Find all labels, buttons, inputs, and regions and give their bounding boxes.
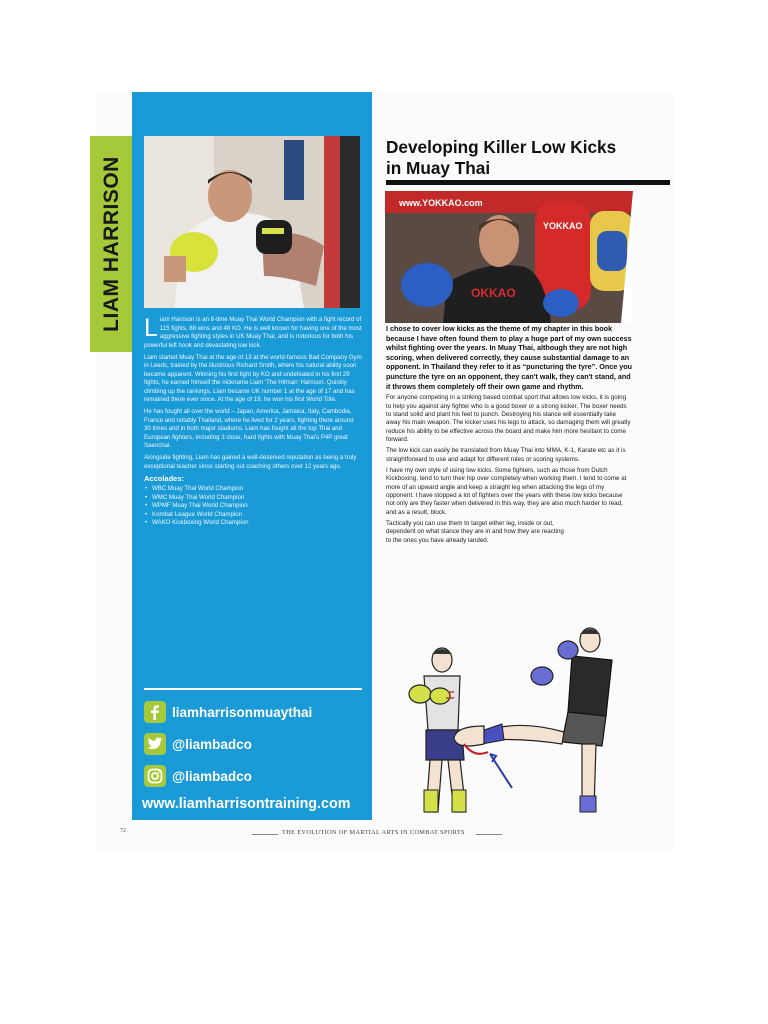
lead-paragraph: I chose to cover low kicks as the theme of my chapter in this book because I have often found them to play a huge part of my own success whilst fighting over the years. In Muay Thai, although they are not high scoring, when delivered correctly, they cause substantial damage to an opponent. In Thailand they refer to it as “puncturing the tyre”. Once you puncture the tyre on an opponent, they can't walk, they can't stand, and it throws them completely off their own game and rhythm. bbox=[386, 324, 632, 391]
facebook-link[interactable] bbox=[144, 700, 312, 724]
bio-paragraph bbox=[144, 316, 362, 350]
article-title bbox=[386, 137, 616, 179]
facebook-handle: liamharrisonmuaythai bbox=[172, 704, 313, 720]
accolade-item: • WBC Muay Thai World Champion bbox=[144, 485, 362, 494]
twitter-icon bbox=[144, 733, 166, 755]
bio-paragraph: Alongside fighting, Liam has gained a well-deserved reputation as being a truly exceptional teacher since starting out coaching others over 12 years ago. bbox=[144, 454, 357, 470]
accolade-item: • WAKO Kickboxing World Champion bbox=[144, 519, 362, 528]
footer-rule-right bbox=[476, 834, 502, 835]
body-paragraph: Tactically you can use them to target either leg, inside or out, dependent on what stance they are in and how they are reacting to the ones you have already landed. bbox=[386, 519, 564, 544]
bio-column bbox=[132, 92, 372, 820]
bio-paragraph: Liam started Muay Thai at the age of 13 at the world-famous Bad Company Gym in Leeds, trained by the illustrious Richard Smith, where his natural ability soon became apparent. Winning his first fight by KO and undefeated in his first 29 fights, he earned himself the nickname Liam 'The Hitman' Harrison. Quickly climbing up the rankings, Liam became UK number 1 at the age of 17 and has remained there ever since. At the age of 19, he won his first World Title. bbox=[144, 353, 362, 403]
bio-paragraph: He has fought all over the world – Japan, America, Jamaica, Italy, Cambodia, France and notably Thailand, where he lived for 2 years, fighting there around 30 times and in both major stadiums. Liam has fought all the top Thai and European fighters, including 3 close, hard fights with Muay Thai's P4P great Saenchai. bbox=[144, 408, 354, 449]
article-title-line: Developing Killer Low Kicks bbox=[386, 137, 617, 157]
footer-rule-left bbox=[252, 834, 278, 835]
accolade-item: • WMC Muay Thai World Champion bbox=[144, 494, 362, 503]
article-title-line: in Muay Thai bbox=[386, 158, 491, 178]
bio-text bbox=[144, 316, 362, 528]
accolades-heading: Accolades: bbox=[144, 473, 185, 483]
website-link[interactable]: www.liamharrisontraining.com bbox=[142, 796, 351, 812]
photo-banner-text: www.YOKKAO.com bbox=[399, 198, 483, 208]
bio-photo bbox=[144, 136, 360, 308]
low-kick-illustration bbox=[392, 620, 634, 826]
side-name-tab bbox=[90, 136, 134, 352]
twitter-link[interactable] bbox=[144, 732, 252, 756]
main-photo bbox=[385, 191, 633, 323]
instagram-link[interactable] bbox=[144, 764, 252, 788]
body-paragraph: The low kick can easily be translated from Muay Thai into MMA, K-1, Karate etc as it is straightforward to use and adapt for different rules or scoring systems. bbox=[386, 447, 626, 463]
instagram-icon bbox=[144, 765, 166, 787]
social-divider bbox=[144, 688, 362, 690]
accolades-list bbox=[144, 485, 362, 528]
title-rule bbox=[386, 180, 670, 185]
page-number: 72 bbox=[120, 828, 126, 834]
drop-cap: L bbox=[144, 314, 158, 342]
facebook-icon bbox=[144, 701, 166, 723]
accolade-item: • WPMF Muay Thai World Champion bbox=[144, 502, 362, 511]
instagram-handle: @liambadco bbox=[172, 768, 252, 784]
body-paragraph: For anyone competing in a striking based combat sport that allows low kicks, it is going to help you against any fighter who is a good boxer or a strong kicker. The boxer needs to stand solid and plant his feet to punch. Destroying his stance will essentially take away his main weapon. The kicker uses his legs to attack, so damaging them will greatly reduce his ability to be effective across the board and make him more hesitant to come forward. bbox=[386, 394, 631, 443]
article-body bbox=[386, 324, 632, 548]
side-name-text: LIAM HARRISON bbox=[100, 156, 123, 332]
bio-paragraph-text: iam Harrison is an 8-time Muay Thai World Champion with a fight record of 115 fights, 88 wins and 48 KO. He is well known for having one of the most aggressive fighting styles in UK Muay Thai, and is notorious for both his powerful left hook and devastating low kick. bbox=[144, 316, 362, 349]
photo-bag-brand: YOKKAO bbox=[543, 221, 583, 231]
accolade-item: • Kombat League World Champion bbox=[144, 511, 362, 520]
footer-book-title: THE EVOLUTION OF MARTIAL ARTS IN COMBAT SPORTS bbox=[282, 829, 465, 836]
body-paragraph: I have my own style of using low kicks. Some fighters, such as those from Dutch Kickboxing, tend to turn their hip over completely when working them. I tend to come at more of an upward angle and keep a straight leg when attacking the legs of my opponent. I have stopped a lot of fighters over the years with these low kicks because not only are they faster when delivered in this way, they are also much harder to read, and as a result, block. bbox=[386, 466, 627, 516]
twitter-handle: @liambadco bbox=[172, 736, 252, 752]
photo-shirt-text: OKKAO bbox=[471, 286, 516, 300]
